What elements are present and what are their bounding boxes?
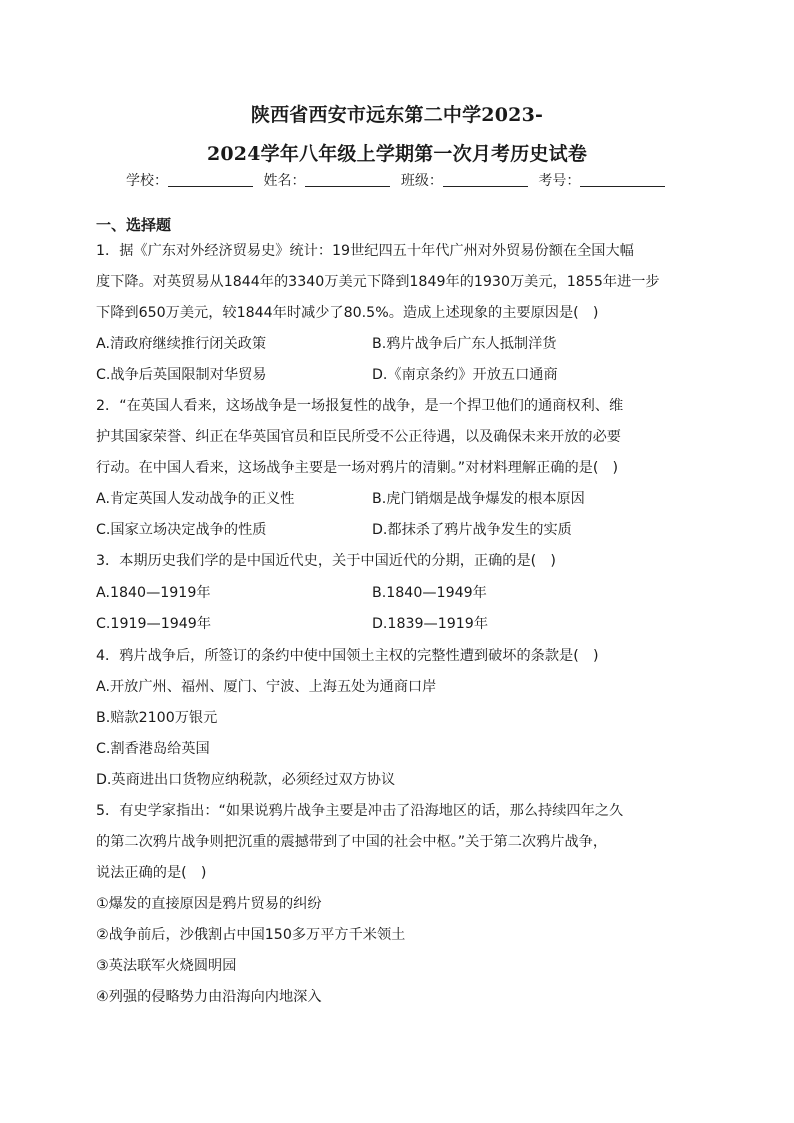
question-1-stem-line: 下降到650万美元，较1844年时减少了80.5%。造成上述现象的主要原因是( ) xyxy=(96,305,599,321)
question-4-option-d: D.英商进出口货物应纳税款，必须经过双方协议 xyxy=(96,772,396,788)
question-4-option-b: B.赔款2100万银元 xyxy=(96,710,218,726)
exam-title-line-2: 2024学年八年级上学期第一次月考历史试卷 xyxy=(206,143,588,165)
question-2-stem-line: 行动。在中国人看来，这场战争主要是一场对鸦片的清剿。”对材料理解正确的是( ) xyxy=(96,460,619,476)
question-2-stem-line: 2．“在英国人看来，这场战争是一场报复性的战争，是一个捍卫他们的通商权利、维 xyxy=(96,398,624,414)
question-4-stem-line: 4．鸦片战争后，所签订的条约中使中国领土主权的完整性遭到破坏的条款是( ) xyxy=(96,648,599,664)
question-4-option-a: A.开放广州、福州、厦门、宁波、上海五处为通商口岸 xyxy=(96,679,437,695)
question-3-option-c: C.1919—1949年 xyxy=(96,616,212,632)
class-label: 班级： xyxy=(400,173,443,189)
exam-title-line-1: 陕西省西安市远东第二中学2023- xyxy=(250,104,544,126)
question-2-option-d: D.都抹杀了鸦片战争发生的实质 xyxy=(372,522,572,538)
question-5-stem-line: 说法正确的是( ) xyxy=(96,865,207,881)
question-5-statement-1: ①爆发的直接原因是鸦片贸易的纠纷 xyxy=(96,896,322,912)
question-1-option-b: B.鸦片战争后广东人抵制洋货 xyxy=(372,336,557,352)
question-1-option-a: A.清政府继续推行闭关政策 xyxy=(96,336,267,352)
question-2-option-b: B.虎门销烟是战争爆发的根本原因 xyxy=(372,491,585,507)
question-2-stem-line: 护其国家荣誉、纠正在华英国官员和臣民所受不公正待遇，以及确保未来开放的必要 xyxy=(96,429,621,445)
class-blank[interactable] xyxy=(443,186,528,187)
exam-number-label: 考号： xyxy=(538,173,581,189)
question-1-stem-line: 1．据《广东对外经济贸易史》统计：19世纪四五十年代广州对外贸易份额在全国大幅 xyxy=(96,243,634,259)
name-blank[interactable] xyxy=(305,186,390,187)
question-3-option-b: B.1840—1949年 xyxy=(372,585,487,601)
question-1-stem-line: 度下降。对英贸易从1844年的3340万美元下降到1849年的1930万美元，1855年进一步 xyxy=(96,274,660,290)
question-5-statement-2: ②战争前后，沙俄割占中国150多万平方千米领土 xyxy=(96,927,406,943)
question-3-stem-line: 3．本期历史我们学的是中国近代史，关于中国近代的分期，正确的是( ) xyxy=(96,553,556,569)
name-label: 姓名： xyxy=(263,173,306,189)
school-blank[interactable] xyxy=(168,186,253,187)
section-title: 一、选择题 xyxy=(96,216,172,234)
question-5-statement-3: ③英法联军火烧圆明园 xyxy=(96,958,237,974)
question-3-option-a: A.1840—1919年 xyxy=(96,585,211,601)
question-2-option-a: A.肯定英国人发动战争的正义性 xyxy=(96,491,295,507)
student-info-row xyxy=(124,170,669,190)
question-5-statement-4: ④列强的侵略势力由沿海向内地深入 xyxy=(96,989,322,1005)
exam-number-blank[interactable] xyxy=(580,186,665,187)
question-5-stem-line: 的第二次鸦片战争则把沉重的震撼带到了中国的社会中枢。”关于第二次鸦片战争， xyxy=(96,834,608,850)
question-4-option-c: C.割香港岛给英国 xyxy=(96,741,210,757)
question-5-stem-line: 5．有史学家指出：“如果说鸦片战争主要是冲击了沿海地区的话，那么持续四年之久 xyxy=(96,803,624,819)
school-label: 学校： xyxy=(126,173,168,189)
question-1-option-c: C.战争后英国限制对华贸易 xyxy=(96,367,267,383)
question-3-option-d: D.1839—1919年 xyxy=(372,616,489,632)
question-1-option-d: D.《南京条约》开放五口通商 xyxy=(372,367,558,383)
question-2-option-c: C.国家立场决定战争的性质 xyxy=(96,522,267,538)
